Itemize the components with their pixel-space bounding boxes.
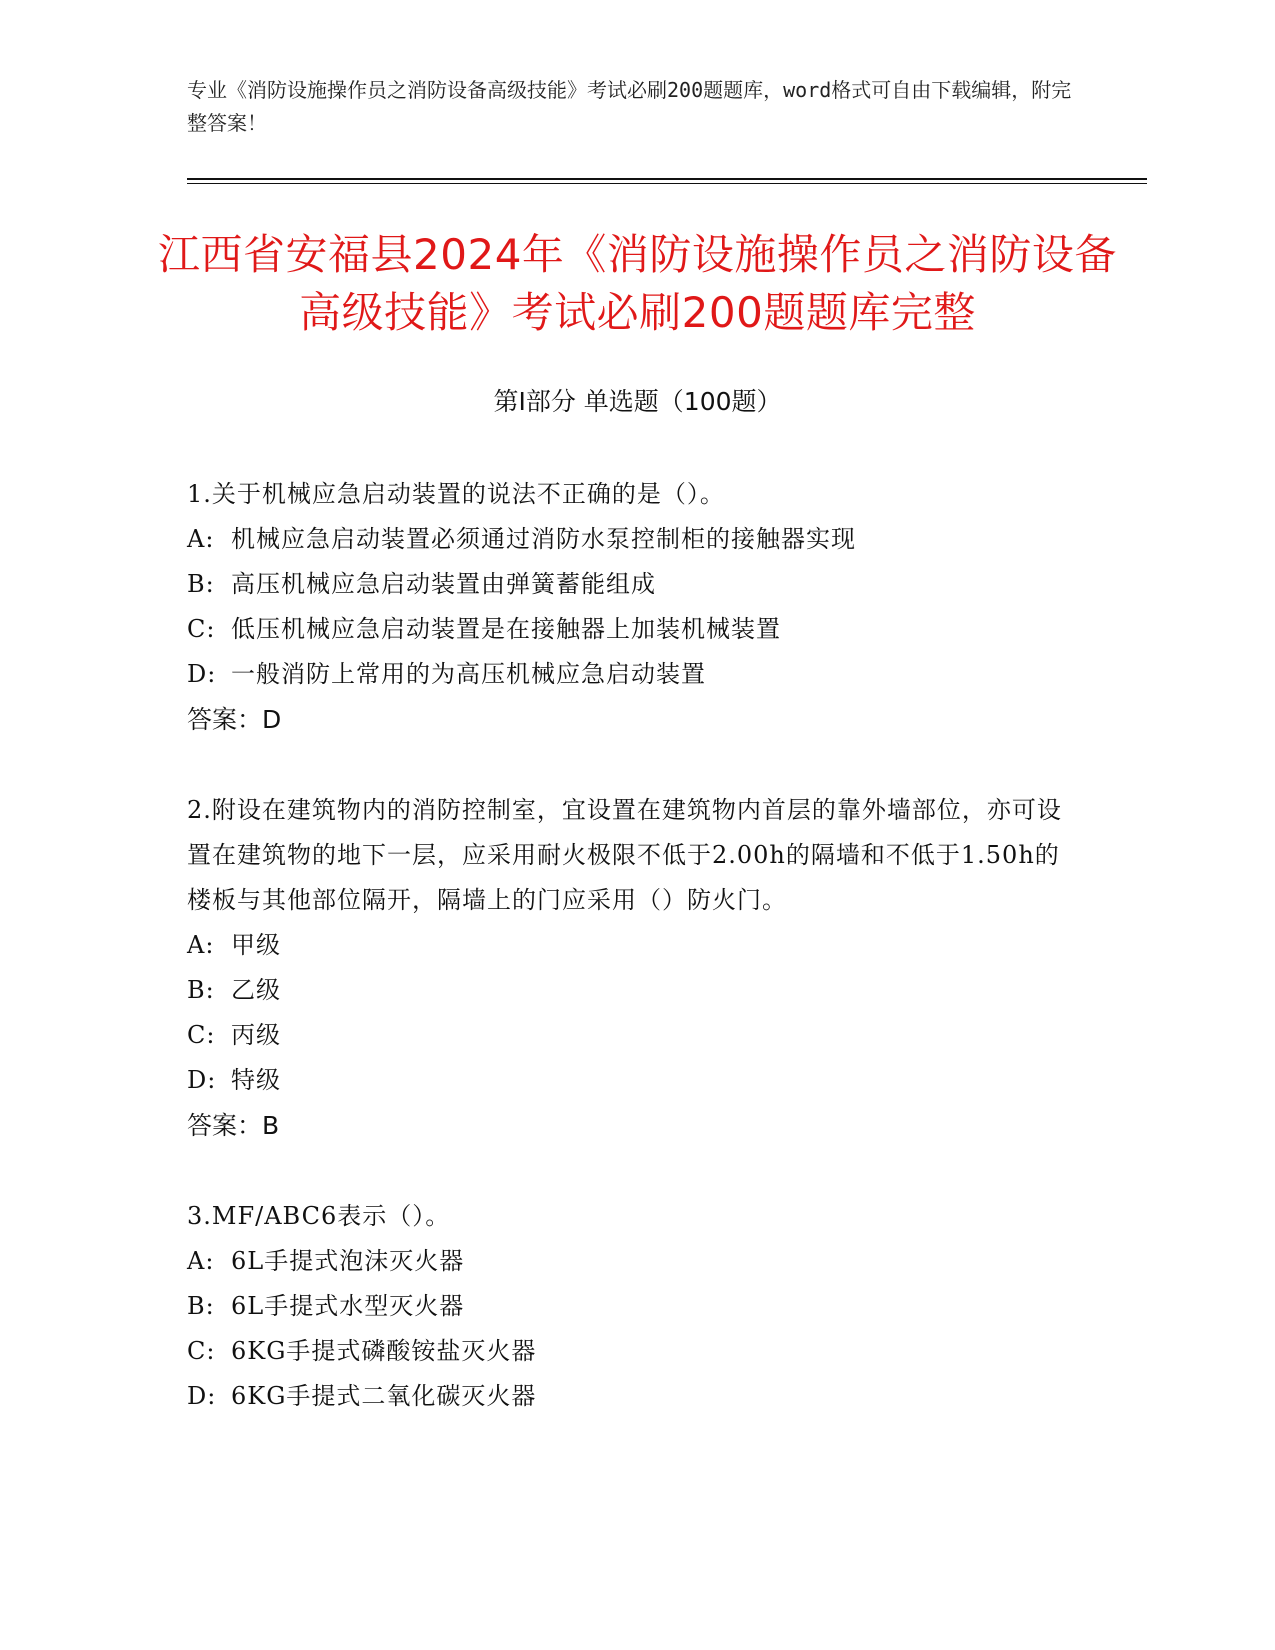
option-letter: D: [187,1382,217,1410]
option-letter: C: [187,1337,216,1365]
option-letter: D: [187,1066,217,1094]
header-note: 专业《消防设施操作员之消防设备高级技能》考试必刷200题题库，word格式可自由下载编辑，附完整答案！ [187,78,1072,135]
option-a [187,923,1067,968]
question-2 [187,788,1067,1148]
header-divider-thin [187,183,1147,184]
option-text: 甲级 [231,931,281,959]
option-a [187,1239,1067,1284]
option-d [187,652,1067,697]
option-c [187,607,1067,652]
option-text: 一般消防上常用的为高压机械应急启动装置 [231,660,706,688]
option-d [187,1058,1067,1103]
option-text: 6KG手提式磷酸铵盐灭火器 [231,1337,537,1365]
option-letter: C: [187,615,216,643]
option-text: 机械应急启动装置必须通过消防水泵控制柜的接触器实现 [231,525,856,553]
option-c [187,1013,1067,1058]
option-text: 丙级 [231,1021,281,1049]
option-d [187,1374,1067,1419]
option-text: 6KG手提式二氧化碳灭火器 [231,1382,537,1410]
question-stem: 1.关于机械应急启动装置的说法不正确的是（）。 [187,480,725,508]
option-letter: D: [187,660,217,688]
option-c [187,1329,1067,1374]
option-letter: B: [187,976,215,1004]
question-3 [187,1194,1067,1419]
option-a [187,517,1067,562]
answer: 答案：B [187,1111,280,1140]
section-heading: 第I部分 单选题（100题） [493,387,782,416]
option-letter: A: [187,931,215,959]
option-letter: B: [187,1292,215,1320]
question-1 [187,472,1067,742]
option-letter: C: [187,1021,216,1049]
question-stem: 3.MF/ABC6表示（）。 [187,1202,451,1230]
header-divider-thick [187,178,1147,180]
option-letter: A: [187,1247,215,1275]
answer: 答案：D [187,705,282,734]
question-list [187,472,1067,1465]
option-letter: A: [187,525,215,553]
option-text: 乙级 [231,976,281,1004]
document-title: 江西省安福县2024年《消防设施操作员之消防设备高级技能》考试必刷200题题库完整 [158,230,1117,337]
option-text: 特级 [231,1066,281,1094]
option-text: 6L手提式水型灭火器 [231,1292,465,1320]
option-text: 6L手提式泡沫灭火器 [231,1247,465,1275]
question-stem: 2.附设在建筑物内的消防控制室，宜设置在建筑物内首层的靠外墙部位，亦可设置在建筑物的地下一层，应采用耐火极限不低于2.00h的隔墙和不低于1.50h的楼板与其他部位隔开，隔墙上的门应采用（）防火门。 [187,796,1062,914]
option-b [187,562,1067,607]
option-letter: B: [187,570,215,598]
option-b [187,968,1067,1013]
option-b [187,1284,1067,1329]
option-text: 高压机械应急启动装置由弹簧蓄能组成 [231,570,656,598]
option-text: 低压机械应急启动装置是在接触器上加装机械装置 [231,615,781,643]
